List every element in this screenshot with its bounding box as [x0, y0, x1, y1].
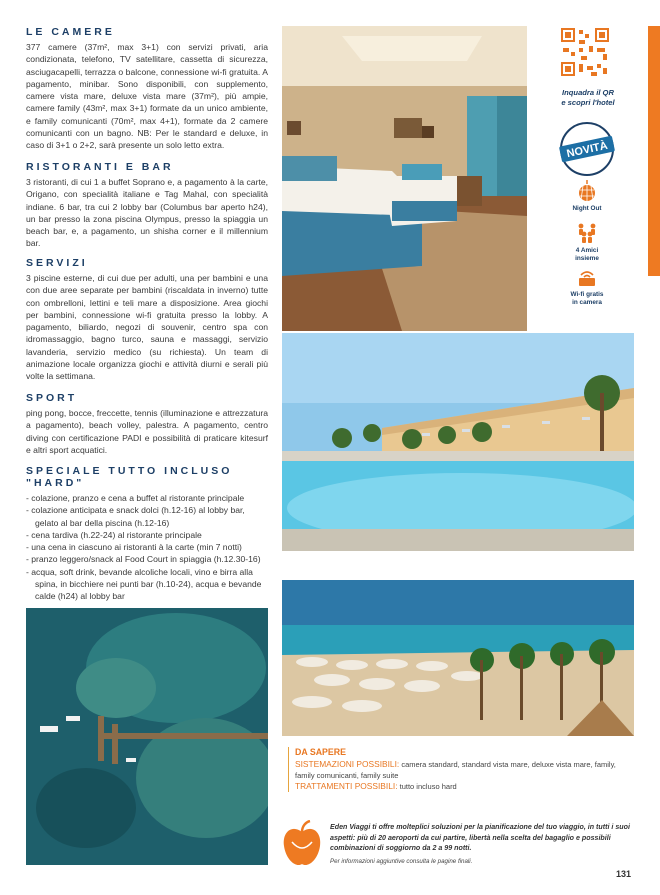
photo-pool — [282, 333, 634, 551]
photo-aerial-reef — [26, 608, 268, 865]
section-body-ristoranti: 3 ristoranti, di cui 1 a buffet Soprano e, a pagamento à la carte, Origano, con specialità italiane e Tag Mahal, con specialità indiane. 6 bar, tra cui 2 lobby bar (Columbus bar aperto h24), un bar presso la zona piscina Olympus, presso la spiaggia un beach bar, e, a pagamento, un shisha corner e il millennium bar. — [26, 177, 268, 249]
section-body-sport: ping pong, bocce, freccette, tennis (illuminazione e attrezzatura a pagamento), beach volley, palestra. A pagamento, centro diving con certificazione PADI e possibilità di praticare kitesurf e altri sport acquatici. — [26, 408, 268, 455]
orange-edge-bar — [648, 26, 660, 276]
section-sport — [26, 392, 268, 456]
eden-note: Eden Viaggi ti offre molteplici soluzioni per la pianificazione del tuo viaggio, in tutti i suoi aspetti: più di 20 aeroporti da cui partire, libertà nella scelta del bagaglio e possibili combinazioni di soggiorno da 2 a 99 notti. — [330, 823, 630, 853]
qr-caption-line-2: e scopri l'hotel — [561, 98, 615, 107]
section-title-camere: LE CAMERE — [26, 26, 115, 38]
section-speciale — [26, 465, 268, 603]
list-item: - pranzo leggero/snack al Food Court in spiaggia (h.12.30-16) — [26, 554, 261, 565]
section-title-servizi: SERVIZI — [26, 257, 88, 269]
section-body-servizi: 3 piscine esterne, di cui due per adulti, una per bambini e una con due aree separate per bambini (riscaldata in inverno) tutte con ombrelloni, lettini e teli mare a disposizione. Area giochi per bambini, connessione wi-fi gratuita presso la lobby. A pagamento, biliardo, negozi di souvenir, centro spa con idromassaggio, bagno turco, sauna e massaggi, servizio lavanderia, servizio medico (su richiesta). Un team di animazione locale organizza giochi e attività diurni e serali più volte la settimana. — [26, 273, 268, 382]
list-item: - colazione anticipata e snack dolci (h.12-16) al lobby bar, gelato al bar della piscina (h.12-16) — [26, 505, 245, 528]
group-icon — [576, 222, 598, 244]
section-servizi — [26, 257, 268, 383]
feature-label-line-2: insieme — [575, 254, 599, 262]
qr-code-icon[interactable] — [559, 26, 611, 78]
page-number: 131 — [616, 869, 632, 879]
list-item: - acqua, soft drink, bevande alcoliche locali, vino e birra alla spina, in bicchiere nei punti bar (h.10-24), acqua e bevande calde (h24) al lobby bar — [26, 566, 262, 602]
feature-label-line-1: Wi-fi gratis — [570, 291, 604, 298]
list-item: - colazione, pranzo e cena a buffet al ristorante principale — [26, 493, 245, 503]
da-sapere-box — [288, 747, 628, 792]
section-title-ristoranti: RISTORANTI E BAR — [26, 161, 174, 173]
photo-beach — [282, 580, 634, 736]
trattamenti-value: tutto incluso hard — [397, 782, 457, 791]
section-title-speciale: SPECIALE TUTTO INCLUSO "HARD" — [26, 465, 233, 489]
da-sapere-title: DA SAPERE — [295, 747, 346, 757]
feature-label-line-1: 4 Amici — [575, 247, 599, 254]
photo-hotel-room — [282, 26, 527, 331]
novita-badge — [558, 120, 616, 178]
apple-logo-icon — [282, 820, 322, 868]
list-item: - una cena in ciascuno ai ristoranti à la carte (min 7 notti) — [26, 542, 242, 553]
sistemazioni-line — [295, 759, 628, 781]
feature-night-out — [546, 180, 628, 213]
sistemazioni-label: SISTEMAZIONI POSSIBILI: — [295, 759, 400, 769]
qr-caption — [548, 88, 628, 108]
section-ristoranti — [26, 161, 268, 250]
sistemazioni-value: camera standard, standard vista mare, deluxe vista mare, family, family comunicanti, family suite — [295, 760, 616, 780]
section-camere — [26, 26, 268, 152]
section-title-sport: SPORT — [26, 392, 78, 404]
novita-badge-text: NOVITÀ — [565, 139, 609, 161]
feature-label-line-2: in camera — [572, 298, 602, 306]
trattamenti-label: TRATTAMENTI POSSIBILI: — [295, 781, 398, 791]
feature-4-amici — [546, 222, 628, 262]
feature-wifi — [546, 268, 628, 306]
section-body-camere: 377 camere (37m², max 3+1) con servizi privati, aria condizionata, telefono, TV satellitare, cassetta di sicurezza, asciugacapelli, terrazza o balcone, connessione wi-fi gratuita. A pagamento, minibar. Sono disponibili, con supplemento, camere vista mare, deluxe vista mare (37m²), più ampie, camere family (43m², max 3+1) formate da un unico ambiente, e family comunicanti (70m², max 4+1), formate da 2 camere comunicanti con un bagno. NB: Per le standard e deluxe, in caso di 3+1 o 2+2, sarà presente un solo letto extra. — [26, 42, 268, 151]
trattamenti-line — [295, 781, 628, 792]
qr-caption-line-1: Inquadra il QR — [562, 88, 614, 97]
eden-note-small: Per informazioni aggiuntive consulta le pagine finali. — [330, 858, 473, 865]
speciale-list — [26, 492, 268, 603]
wifi-icon — [577, 268, 597, 288]
disco-ball-icon — [577, 180, 597, 202]
feature-label: Night Out — [572, 205, 602, 212]
list-item: - cena tardiva (h.22-24) al ristorante principale — [26, 529, 202, 540]
